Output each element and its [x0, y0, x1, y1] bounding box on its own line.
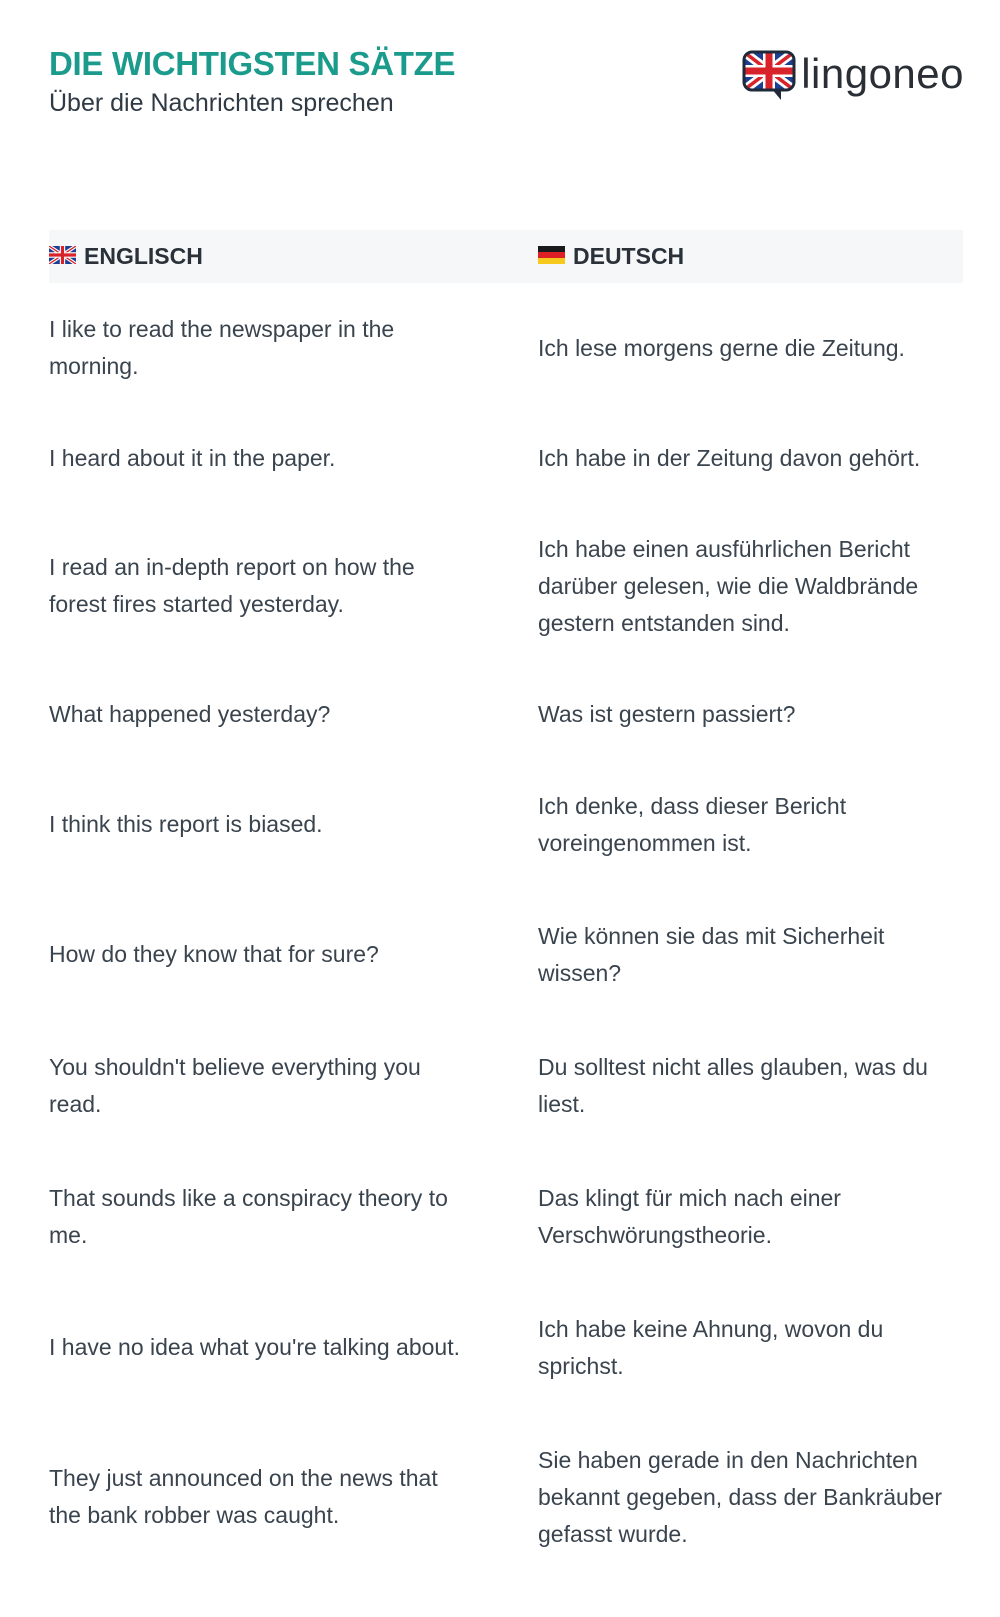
column-label-english: ENGLISCH: [84, 243, 203, 269]
table-row: [49, 760, 963, 889]
table-row: [49, 1151, 963, 1282]
german-phrase: Ich lese morgens gerne die Zeitung.: [538, 334, 905, 361]
column-header-german: [538, 243, 684, 270]
german-flag-icon: [538, 243, 565, 270]
uk-flag-speech-bubble-icon: [741, 46, 797, 102]
column-label-german: DEUTSCH: [573, 243, 685, 269]
german-phrase: Ich habe einen ausführlichen Bericht darüber gelesen, wie die Waldbrände gestern entstanden sind.: [538, 535, 919, 636]
table-header: [49, 230, 963, 283]
page-title: DIE WICHTIGSTEN SÄTZE: [49, 45, 456, 82]
lingoneo-logo[interactable]: [741, 46, 964, 102]
german-phrase: Ich denke, dass dieser Bericht voreingenommen ist.: [538, 792, 847, 856]
table-row: [49, 1020, 963, 1151]
table-row: [49, 889, 963, 1020]
german-phrase: Wie können sie das mit Sicherheit wissen?: [538, 922, 885, 986]
english-phrase: I heard about it in the paper.: [49, 445, 336, 471]
german-phrase: Du solltest nicht alles glauben, was du liest.: [538, 1053, 928, 1117]
page-subtitle: Über die Nachrichten sprechen: [49, 89, 394, 117]
table-row: [49, 1282, 963, 1413]
english-phrase: I think this report is biased.: [49, 811, 323, 837]
german-phrase: Ich habe keine Ahnung, wovon du sprichst.: [538, 1315, 884, 1379]
german-phrase: Das klingt für mich nach einer Verschwörungstheorie.: [538, 1184, 841, 1248]
table-row: [49, 668, 963, 760]
english-phrase: They just announced on the news that the bank robber was caught.: [49, 1465, 438, 1528]
table-row: [49, 1413, 963, 1581]
english-phrase: What happened yesterday?: [49, 700, 331, 727]
english-phrase: I like to read the newspaper in the morning.: [49, 316, 395, 379]
phrase-table: [49, 230, 963, 1581]
column-header-english: [49, 243, 538, 270]
table-row: [49, 413, 963, 504]
logo-text: lingoneo: [801, 50, 964, 97]
english-phrase: I read an in-depth report on how the forest fires started yesterday.: [49, 554, 415, 617]
page-header: [49, 44, 455, 118]
english-phrase: How do they know that for sure?: [49, 941, 379, 967]
table-row: [49, 504, 963, 668]
english-phrase: I have no idea what you're talking about.: [49, 1334, 461, 1360]
german-phrase: Was ist gestern passiert?: [538, 700, 796, 727]
german-phrase: Sie haben gerade in den Nachrichten bekannt gegeben, dass der Bankräuber gefasst wurde.: [538, 1446, 943, 1547]
english-phrase: You shouldn't believe everything you read.: [49, 1053, 421, 1117]
table-row: [49, 283, 963, 413]
english-phrase: That sounds like a conspiracy theory to me.: [49, 1184, 448, 1248]
uk-flag-icon: [49, 243, 76, 270]
german-phrase: Ich habe in der Zeitung davon gehört.: [538, 445, 921, 471]
